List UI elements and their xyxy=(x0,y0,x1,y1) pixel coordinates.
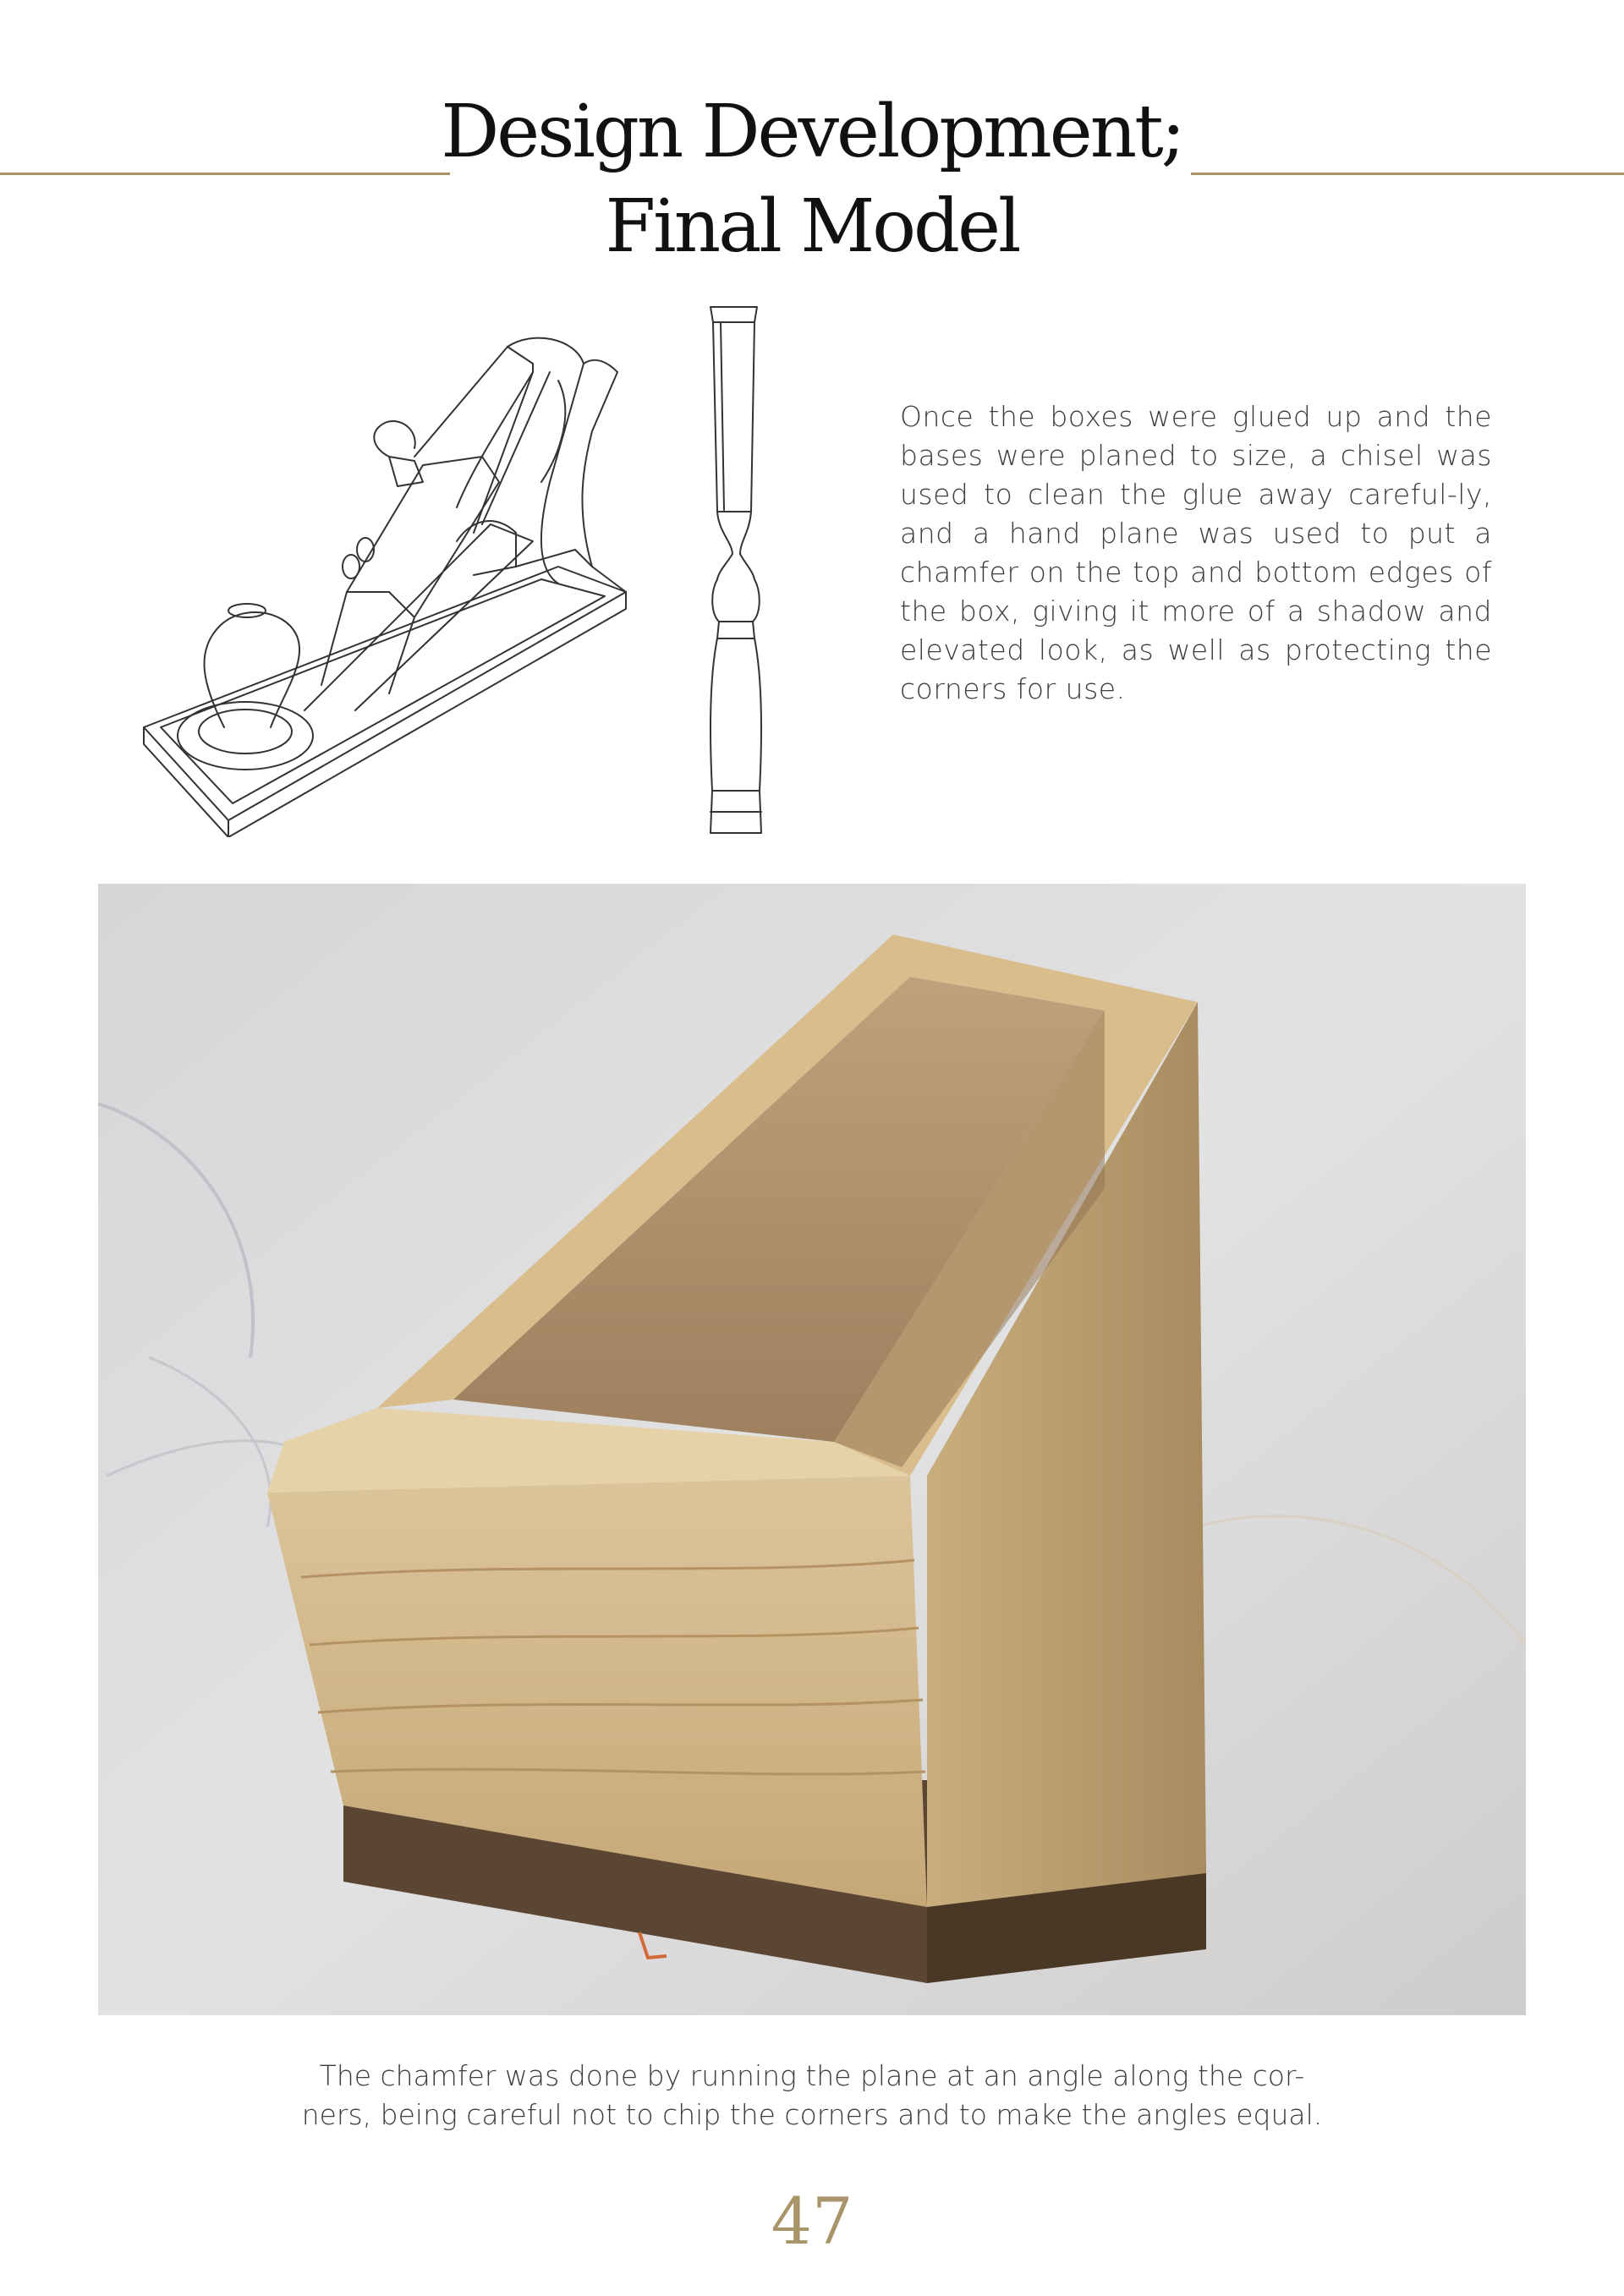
wooden-box-photo xyxy=(98,884,1526,2015)
chisel-sketch xyxy=(660,300,778,841)
body-paragraph: Once the boxes were glued up and the bases were planed to size, a chisel was used to clean the glue away careful-ly, and a hand plane was used to put a chamfer on the top and bottom edges of the box, giving it more of a shadow and elevated look, as well as protecting the corners for use. xyxy=(900,400,1492,705)
photo-caption xyxy=(254,2057,1370,2134)
caption-line-2: ners, being careful not to chip the corners and to make the angles equal. xyxy=(301,2098,1323,2131)
title-line-2: Final Model xyxy=(605,184,1019,269)
title-line-1: Design Development; xyxy=(441,90,1183,174)
header-rule-right xyxy=(1191,173,1624,175)
page-title xyxy=(440,85,1184,274)
hand-plane-sketch xyxy=(135,313,643,837)
caption-line-1: The chamfer was done by running the plane at an angle along the cor- xyxy=(319,2059,1305,2092)
header-rule-left xyxy=(0,173,450,175)
page-number: 47 xyxy=(771,2184,853,2259)
